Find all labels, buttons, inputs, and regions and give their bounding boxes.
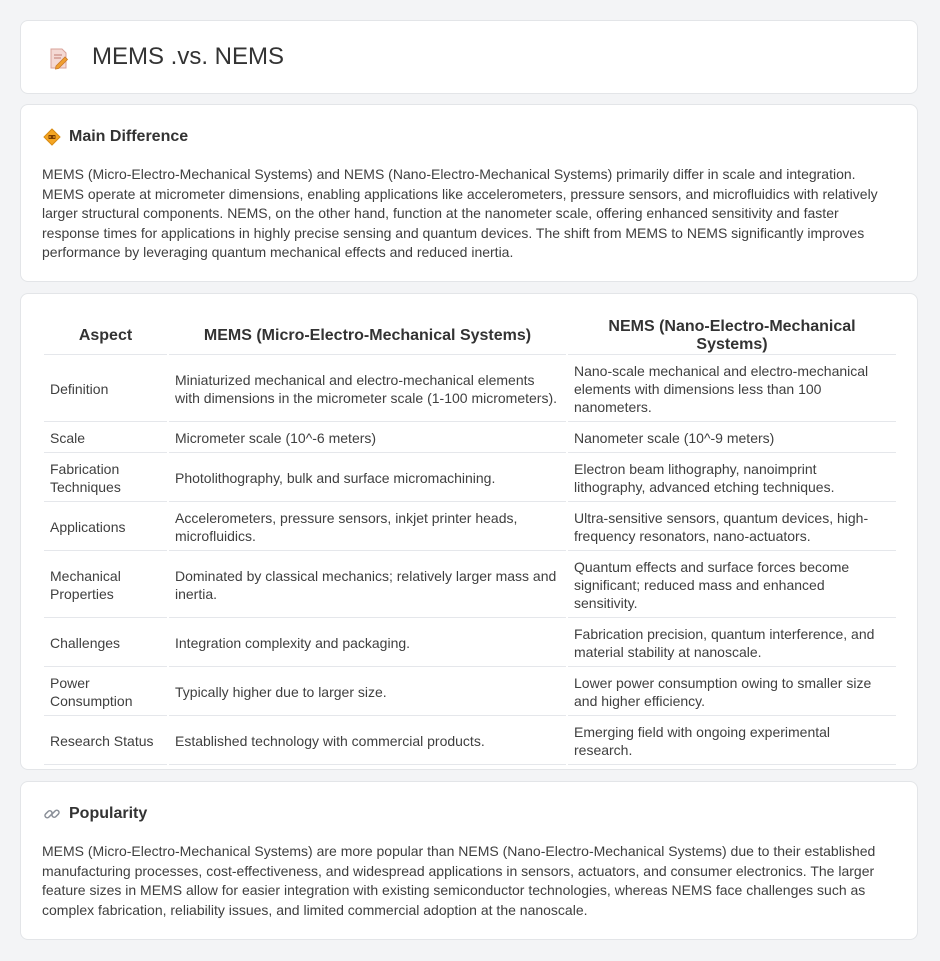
popularity-card: [20, 781, 918, 940]
mems-cell: Accelerometers, pressure sensors, inkjet printer heads, microfluidics.: [169, 504, 566, 551]
mems-cell: Micrometer scale (10^-6 meters): [169, 424, 566, 453]
header-nems: NEMS (Nano-Electro-Mechanical Systems): [568, 316, 896, 355]
link-icon: [43, 805, 61, 823]
table-row: [44, 553, 896, 618]
table-row: [44, 455, 896, 502]
nems-cell: Fabrication precision, quantum interference, and material stability at nanoscale.: [568, 620, 896, 667]
aspect-cell: Challenges: [44, 620, 167, 667]
aspect-cell: Applications: [44, 504, 167, 551]
popularity-text: MEMS (Micro-Electro-Mechanical Systems) are more popular than NEMS (Nano-Electro-Mechanical Systems) due to their established manufacturing processes, cost-effectiveness, and widespread applications in sensors, actuators, and consumer electronics. The larger feature sizes in MEMS allow for easier integration with existing semiconductor technologies, whereas NEMS face challenges such as complex fabrication, reliability issues, and limited commercial adoption at the nanoscale.: [42, 843, 876, 918]
aspect-cell: Power Consumption: [44, 669, 167, 716]
aspect-cell: Mechanical Properties: [44, 553, 167, 618]
header-mems: MEMS (Micro-Electro-Mechanical Systems): [169, 316, 566, 355]
page-title: MEMS .vs. NEMS: [92, 43, 285, 70]
warning-diamond-icon: [43, 128, 61, 146]
mems-cell: Miniaturized mechanical and electro-mechanical elements with dimensions in the micrometer scale (1-100 micrometers).: [169, 357, 566, 422]
header-aspect: Aspect: [44, 316, 167, 355]
main-difference-heading: [43, 128, 188, 146]
main-difference-title: Main Difference: [69, 128, 189, 145]
nems-cell: Quantum effects and surface forces become significant; reduced mass and enhanced sensitivity.: [568, 553, 896, 618]
popularity-title: Popularity: [69, 805, 148, 822]
comparison-card: [20, 293, 918, 770]
table-header-row: [44, 316, 896, 355]
aspect-cell: Research Status: [44, 718, 167, 765]
mems-cell: Established technology with commercial products.: [169, 718, 566, 765]
table-row: [44, 357, 896, 422]
document-pencil-icon: [49, 48, 69, 70]
mems-cell: Typically higher due to larger size.: [169, 669, 566, 716]
nems-cell: Ultra-sensitive sensors, quantum devices, high-frequency resonators, nano-actuators.: [568, 504, 896, 551]
table-row: [44, 620, 896, 667]
nems-cell: Emerging field with ongoing experimental research.: [568, 718, 896, 765]
comparison-table: [42, 314, 898, 767]
aspect-cell: Scale: [44, 424, 167, 453]
nems-cell: Lower power consumption owing to smaller size and higher efficiency.: [568, 669, 896, 716]
table-row: [44, 669, 896, 716]
table-row: [44, 504, 896, 551]
mems-cell: Photolithography, bulk and surface micromachining.: [169, 455, 566, 502]
mems-cell: Integration complexity and packaging.: [169, 620, 566, 667]
table-row: [44, 718, 896, 765]
nems-cell: Nanometer scale (10^-9 meters): [568, 424, 896, 453]
nems-cell: Nano-scale mechanical and electro-mechanical elements with dimensions less than 100 nanometers.: [568, 357, 896, 422]
aspect-cell: Definition: [44, 357, 167, 422]
nems-cell: Electron beam lithography, nanoimprint lithography, advanced etching techniques.: [568, 455, 896, 502]
aspect-cell: Fabrication Techniques: [44, 455, 167, 502]
popularity-heading: [43, 805, 147, 823]
mems-cell: Dominated by classical mechanics; relatively larger mass and inertia.: [169, 553, 566, 618]
main-difference-text: MEMS (Micro-Electro-Mechanical Systems) and NEMS (Nano-Electro-Mechanical Systems) primarily differ in scale and integration. MEMS operate at micrometer dimensions, enabling applications like accelerometers, pressure sensors, and microfluidics with relatively larger structural components. NEMS, on the other hand, function at the nanometer scale, offering enhanced sensitivity and faster response times for applications in highly precise sensing and quantum devices. The shift from MEMS to NEMS significantly improves performance by leveraging quantum mechanical effects and reduced inertia.: [42, 166, 878, 261]
main-difference-card: [20, 104, 918, 282]
header-card: [20, 20, 918, 94]
table-row: [44, 424, 896, 453]
